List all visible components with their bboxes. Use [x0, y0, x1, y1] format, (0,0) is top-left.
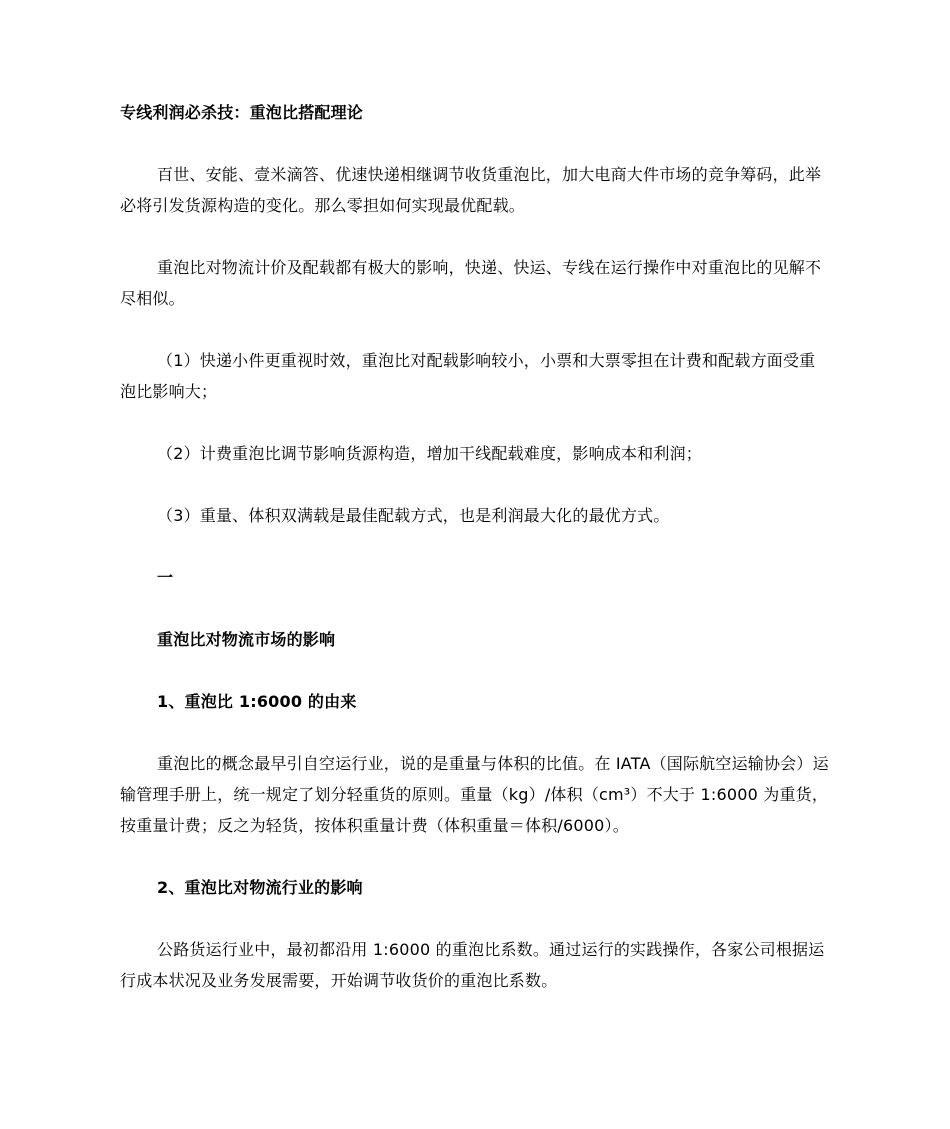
section-heading: 重泡比对物流市场的影响 — [157, 630, 336, 649]
list-item-3: （3）重量、体积双满载是最佳配载方式，也是利润最大化的最优方式。 — [157, 506, 670, 525]
document-title: 专线利润必杀技：重泡比搭配理论 — [120, 103, 364, 122]
intro-paragraph-2: 重泡比对物流计价及配载都有极大的影响，快递、快运、专线在运行操作中对重泡比的见解不尽相似。 — [120, 258, 822, 308]
section-number: 一 — [157, 568, 174, 587]
subheading-2: 2、重泡比对物流行业的影响 — [157, 878, 363, 897]
list-item-2: （2）计费重泡比调节影响货源构造，增加干线配载难度，影响成本和利润； — [157, 444, 702, 463]
subheading-1: 1、重泡比 1:6000 的由来 — [157, 692, 357, 711]
subheading-1-paragraph: 重泡比的概念最早引自空运行业，说的是重量与体积的比值。在 IATA（国际航空运输协会）运输管理手册上，统一规定了划分轻重货的原则。重量（kg）/体积（cm³）不大于 1:6000 为重货，按重量计费；反之为轻货，按体积重量计费（体积重量＝体积/6000）。 — [120, 754, 829, 835]
subheading-2-paragraph: 公路货运行业中，最初都沿用 1:6000 的重泡比系数。通过运行的实践操作，各家公司根据运行成本状况及业务发展需要，开始调节收货价的重泡比系数。 — [120, 940, 825, 990]
list-item-1: （1）快递小件更重视时效，重泡比对配载影响较小，小票和大票零担在计费和配载方面受重泡比影响大； — [120, 351, 816, 401]
intro-paragraph-1: 百世、安能、壹米滴答、优速快递相继调节收货重泡比，加大电商大件市场的竞争筹码，此举必将引发货源构造的变化。那么零担如何实现最优配载。 — [120, 165, 822, 215]
